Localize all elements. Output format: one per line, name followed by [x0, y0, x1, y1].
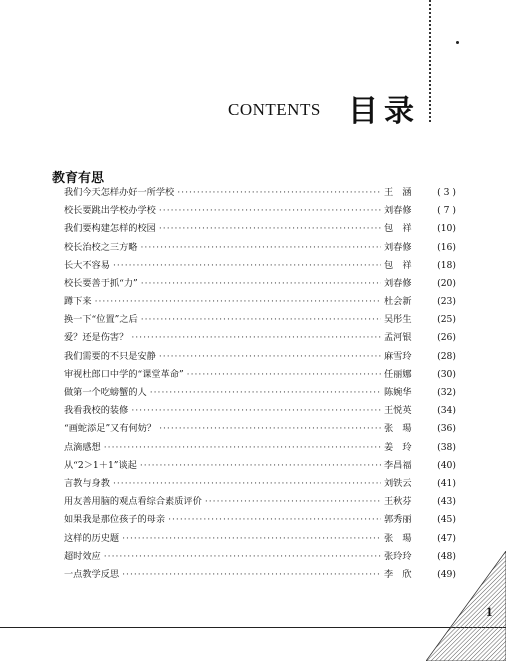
toc-entry-title: 言教与身教: [64, 477, 110, 489]
toc-entry-author: 刘春修: [384, 241, 412, 253]
dot-leader: [141, 239, 382, 257]
toc-entry-page: (43): [437, 496, 456, 508]
dot-leader: [168, 511, 381, 529]
toc-entry-title: 爱？还是伤害？: [64, 332, 129, 344]
toc-entry-page: (48): [437, 550, 456, 562]
dot-leader: [141, 275, 381, 293]
toc-entry[interactable]: [64, 257, 456, 275]
toc-entry-author: 刘春修: [384, 205, 412, 217]
toc-entry-page: ( 3 ): [437, 186, 456, 198]
toc-entry-page: (47): [437, 532, 456, 544]
toc-entry-title: 长大不容易: [64, 259, 110, 271]
dot-leader: [131, 402, 381, 420]
toc-entry[interactable]: [64, 384, 456, 402]
toc-entry-title: 用友善用脑的观点看综合素质评价: [64, 496, 202, 508]
toc-entry[interactable]: [64, 511, 456, 529]
toc-entry-author: 孟河银: [384, 332, 412, 344]
toc-entry-author: 陈婉华: [384, 387, 412, 399]
toc-entry-page: (28): [437, 350, 456, 362]
dot-leader: [122, 566, 381, 584]
dot-leader: [122, 530, 381, 548]
dot-leader: [159, 220, 381, 238]
toc-entry-author: 刘春修: [384, 277, 412, 289]
toc-entry-page: (10): [437, 223, 456, 235]
toc-entry-author: 吴彤生: [384, 314, 412, 326]
dot-leader: [159, 348, 381, 366]
ink-speck: [456, 41, 459, 44]
toc-entry-page: (25): [437, 314, 456, 326]
toc-entry-author: 麻雪玲: [384, 350, 412, 362]
toc-entry[interactable]: [64, 566, 456, 584]
toc-entry-author: 包 祥: [384, 259, 412, 271]
dot-leader: [205, 493, 381, 511]
toc-entry-page: ( 7 ): [437, 205, 456, 217]
dot-leader: [113, 257, 381, 275]
toc-entry-page: (45): [437, 514, 456, 526]
toc-entry[interactable]: [64, 348, 456, 366]
toc-entry-author: 任丽娜: [384, 368, 412, 380]
toc-entry[interactable]: [64, 184, 456, 202]
toc-entry-author: 李昌福: [384, 459, 412, 471]
toc-entry-page: (20): [437, 277, 456, 289]
toc-entry-author: 刘铁云: [384, 477, 412, 489]
toc-entry-title: 我们要构建怎样的校园: [64, 223, 156, 235]
toc-entry-title: 从“2＞1＋1”谈起: [64, 459, 137, 471]
dot-leader: [140, 457, 381, 475]
toc-entry-page: (18): [437, 259, 456, 271]
toc-entry[interactable]: [64, 202, 456, 220]
toc-entry-author: 姜 玲: [384, 441, 412, 453]
toc-entry-title: 我们今天怎样办好一所学校: [64, 186, 175, 198]
toc-entry-title: 这样的历史题: [64, 532, 120, 544]
dot-leader: [104, 548, 381, 566]
toc-entry-page: (30): [437, 368, 456, 380]
toc-entry[interactable]: [64, 275, 456, 293]
toc-entry-title: 校长治校之三方略: [64, 241, 138, 253]
toc-entry-title: 如果我是那位孩子的母亲: [64, 514, 166, 526]
toc-entry-page: (34): [437, 405, 456, 417]
toc-entry-title: 校长要跳出学校办学校: [64, 205, 156, 217]
toc-entry-page: (38): [437, 441, 456, 453]
toc-entry-author: 王秋芬: [384, 496, 412, 508]
toc-entry-page: (49): [437, 568, 456, 580]
corner-decoration: [426, 551, 506, 661]
toc-entry-title: 超时效应: [64, 550, 101, 562]
dot-leader: [150, 384, 381, 402]
dot-leader: [177, 184, 381, 202]
toc-entry[interactable]: [64, 220, 456, 238]
toc-entry-author: 郭秀丽: [384, 514, 412, 526]
toc-entry-title: 审视杜郎口中学的“课堂革命”: [64, 368, 184, 380]
dot-leader: [131, 329, 381, 347]
toc-entry[interactable]: [64, 311, 456, 329]
toc-entry[interactable]: [64, 239, 456, 257]
toc-entry-author: 李 欣: [384, 568, 412, 580]
toc-entry-title: 点滴感想: [64, 441, 101, 453]
toc-entry-author: 杜会新: [384, 296, 412, 308]
contents-label: CONTENTS: [228, 100, 321, 119]
page-title: 目录: [348, 94, 420, 129]
toc-entry-title: 做第一个吃螃蟹的人: [64, 387, 147, 399]
dot-leader: [95, 293, 381, 311]
toc-entry-page: (23): [437, 296, 456, 308]
toc-entry[interactable]: [64, 475, 456, 493]
toc-entry-author: 张 瑒: [384, 532, 412, 544]
dot-leader: [159, 202, 381, 220]
dot-leader: [104, 439, 381, 457]
page-number: 1: [486, 604, 493, 619]
toc-entry[interactable]: [64, 439, 456, 457]
toc-entry-author: 王 涵: [384, 186, 412, 198]
toc-entry-title: 蹲下来: [64, 296, 92, 308]
toc-entry-page: (16): [437, 241, 456, 253]
toc-entry-title: 换一下“位置”之后: [64, 314, 138, 326]
toc-entry-page: (41): [437, 477, 456, 489]
dot-leader: [113, 475, 381, 493]
toc-entry[interactable]: [64, 457, 456, 475]
page-header: [0, 86, 506, 129]
toc-entry-title: 我看我校的装修: [64, 405, 129, 417]
section-title: 教育有思: [52, 171, 105, 186]
toc-entry-title: 我们需要的不只是安静: [64, 350, 156, 362]
dot-leader: [187, 366, 381, 384]
dot-leader: [141, 311, 381, 329]
toc-entry[interactable]: [64, 548, 456, 566]
table-of-contents: [64, 184, 456, 584]
toc-entry[interactable]: [64, 330, 456, 348]
toc-entry-page: (32): [437, 387, 456, 399]
toc-entry[interactable]: [64, 366, 456, 384]
toc-entry[interactable]: [64, 493, 456, 511]
toc-entry-title: “画蛇添足”又有何妨？: [64, 423, 157, 435]
toc-entry-page: (36): [437, 423, 456, 435]
toc-entry-page: (26): [437, 332, 456, 344]
toc-entry-title: 校长要善于抓“力”: [64, 277, 138, 289]
toc-entry[interactable]: [64, 293, 456, 311]
toc-entry[interactable]: [64, 420, 456, 438]
toc-entry-page: (40): [437, 459, 456, 471]
toc-entry-title: 一点教学反思: [64, 568, 120, 580]
toc-entry-author: 包 祥: [384, 223, 412, 235]
toc-entry[interactable]: [64, 402, 456, 420]
toc-entry-author: 张玲玲: [384, 550, 412, 562]
dot-leader: [159, 420, 381, 438]
toc-entry[interactable]: [64, 530, 456, 548]
toc-entry-author: 王悦英: [384, 405, 412, 417]
toc-entry-author: 张 瑒: [384, 423, 412, 435]
